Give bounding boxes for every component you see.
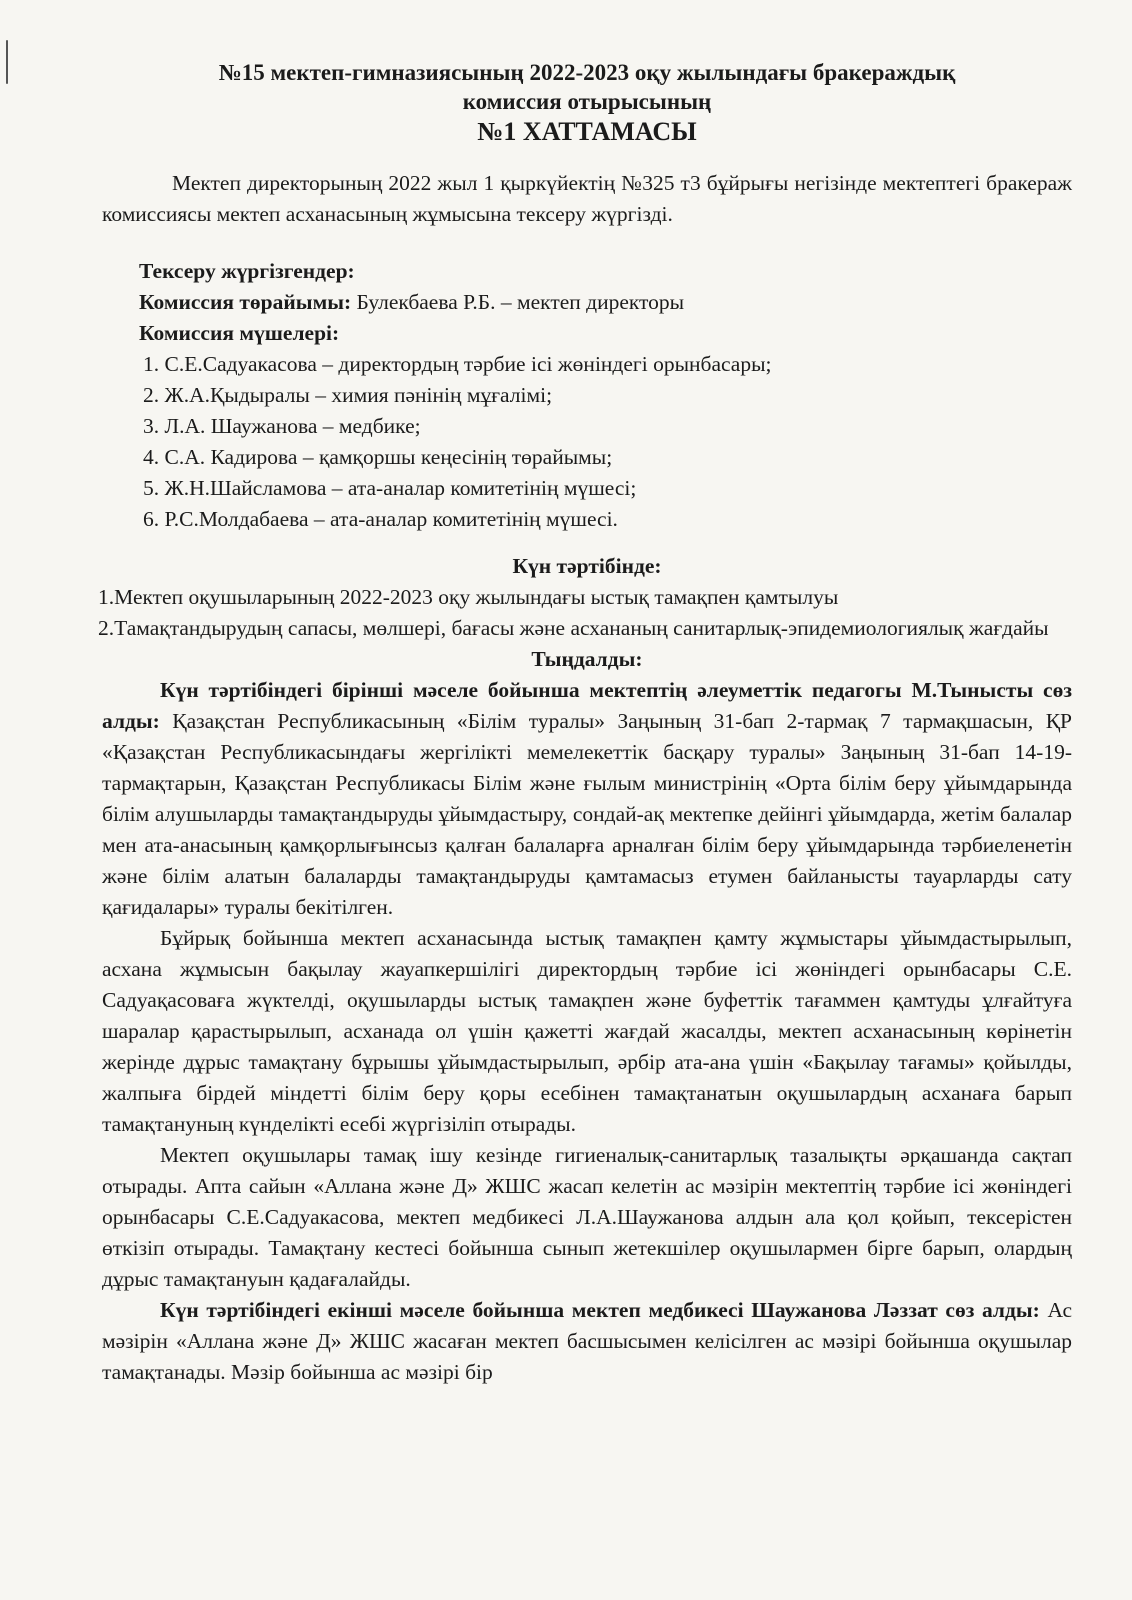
chair-label: Комиссия төрайымы: [139,290,352,314]
list-item: 4. С.А. Кадирова – қамқоршы кеңесінің төрайымы; [143,445,613,469]
second-speaker-lead: Күн тәртібіндегі екінші мәселе бойынша мектеп медбикесі Шаужанова Ләззат сөз алды: [160,1298,1040,1322]
list-item: 5. Ж.Н.Шайсламова – ата-аналар комитетінің мүшесі; [143,476,637,500]
second-speaker-text: Ас мәзірін «Аллана және Д» ЖШС жасаған мектеп басшысымен келісілген ас мәзірі бойынша оқушылар тамақтанады. Мәзір бойынша ас мәзірі бір [102,1298,1072,1384]
agenda-item-2: 2.Тамақтандырудың сапасы, мөлшері, бағасы және асхананың санитарлық-эпидемиологиялық жағдайы [98,616,1049,640]
commission-section [102,256,1072,535]
chair-line [139,287,1072,318]
hygiene-paragraph: Мектеп оқушылары тамақ ішу кезінде гигиеналық-санитарлық тазалықты әрқашанда сақтап отырады. Апта сайын «Аллана және Д» ЖШС жасап келетін ас мәзірін мектептің тәрбие ісі жөніндегі орынбасары С.Е.Садуакасова, мектеп медбикесі Л.А.Шаужанова алдын ала қол қойып, тексерістен өткізіп отырады. Тамақтану кестесі бойынша сынып жетекшілер оқушылармен бірге барып, олардың дұрыс тамақтануын қадағалайды. [102,1143,1072,1291]
first-speaker-paragraph [102,675,1072,923]
heard-heading: Тыңдалды: [531,647,643,671]
list-item: 2. Ж.А.Қыдыралы – химия пәнінің мұғалімі; [143,383,553,407]
list-item: 6. Р.С.Молдабаева – ата-аналар комитетінің мүшесі. [143,507,618,531]
members-list [139,349,1072,535]
title-line-1: №15 мектеп-гимназиясының 2022-2023 оқу жылындағы бракераждық [218,60,956,85]
scan-edge-mark [6,40,8,84]
agenda-item-1: 1.Мектеп оқушыларының 2022-2023 оқу жылындағы ыстық тамақпен қамтылуы [98,585,839,609]
agenda-heading: Күн тәртібінде: [512,554,662,578]
title-line-2: комиссия отырысының [462,89,712,114]
intro-paragraph: Мектеп директорының 2022 жыл 1 қыркүйектің №325 т3 бұйрығы негізінде мектептегі бракераж комиссиясы мектеп асханасының жұмысына тексеру жүргізді. [102,171,1072,226]
first-speaker-lead: Күн тәртібіндегі бірінші мәселе бойынша мектептің әлеуметтік педагогы М.Тынысты сөз алды: [102,678,1072,733]
inspectors-heading: Тексеру жүргізгендер: [139,259,355,283]
chair-value: Булекбаева Р.Б. – мектеп директоры [351,290,685,314]
first-speaker-text: Қазақстан Республикасының «Білім туралы» Заңының 31-бап 2-тармақ 7 тармақшасын, ҚР «Қазақстан Республикасындағы жергілікті мемелекеттік басқару туралы» Заңының 31-бап 14-19-тармақтарын, Қазақстан Республикасы Білім және ғылым министрінің «Орта білім беру ұйымдарында білім алушыларды тамақтандыруды ұйымдастыру, сондай-ақ мектепке дейінгі ұйымдарда, жетім балалар мен ата-анасының қамқорлығынсыз қалған балаларға арналған білім беру ұйымдарында тәрбиеленетін және білім алатын балаларды тамақтандыруды қамтамасыз етумен байланысты тауарларды сату қағидалары» туралы бекітілген. [102,709,1072,919]
document-title [102,58,1072,148]
members-heading: Комиссия мүшелері: [139,321,340,345]
order-paragraph: Бұйрық бойынша мектеп асханасында ыстық тамақпен қамту жұмыстары ұйымдастырылып, асхана жұмысын бақылау жауапкершілігі директордың тәрбие ісі жөніндегі орынбасары С.Е. Садуақасоваға жүктелді, оқушыларды ыстық тамақпен және буфеттік тағаммен қамтуды ұлғайтуға шаралар қарастырылып, асханада ол үшін қажетті жағдай жасалды, мектеп асханасының көрінетін жерінде дұрыс тамақтану бұрышы ұйымдастырылып, әрбір ата-ана үшін «Бақылау тағамы» қойылды, жалпыға бірдей міндетті білім беру қоры есебінен тамақтанатын оқушылардың асханаға барып тамақтануның күнделікті есебі жүргізіліп отырады. [102,926,1072,1136]
list-item: 1. С.Е.Садуакасова – директордың тәрбие ісі жөніндегі орынбасары; [143,352,772,376]
second-speaker-paragraph [102,1295,1072,1388]
title-line-3: №1 ХАТТАМАСЫ [477,117,697,146]
list-item: 3. Л.А. Шаужанова – медбике; [143,414,421,438]
